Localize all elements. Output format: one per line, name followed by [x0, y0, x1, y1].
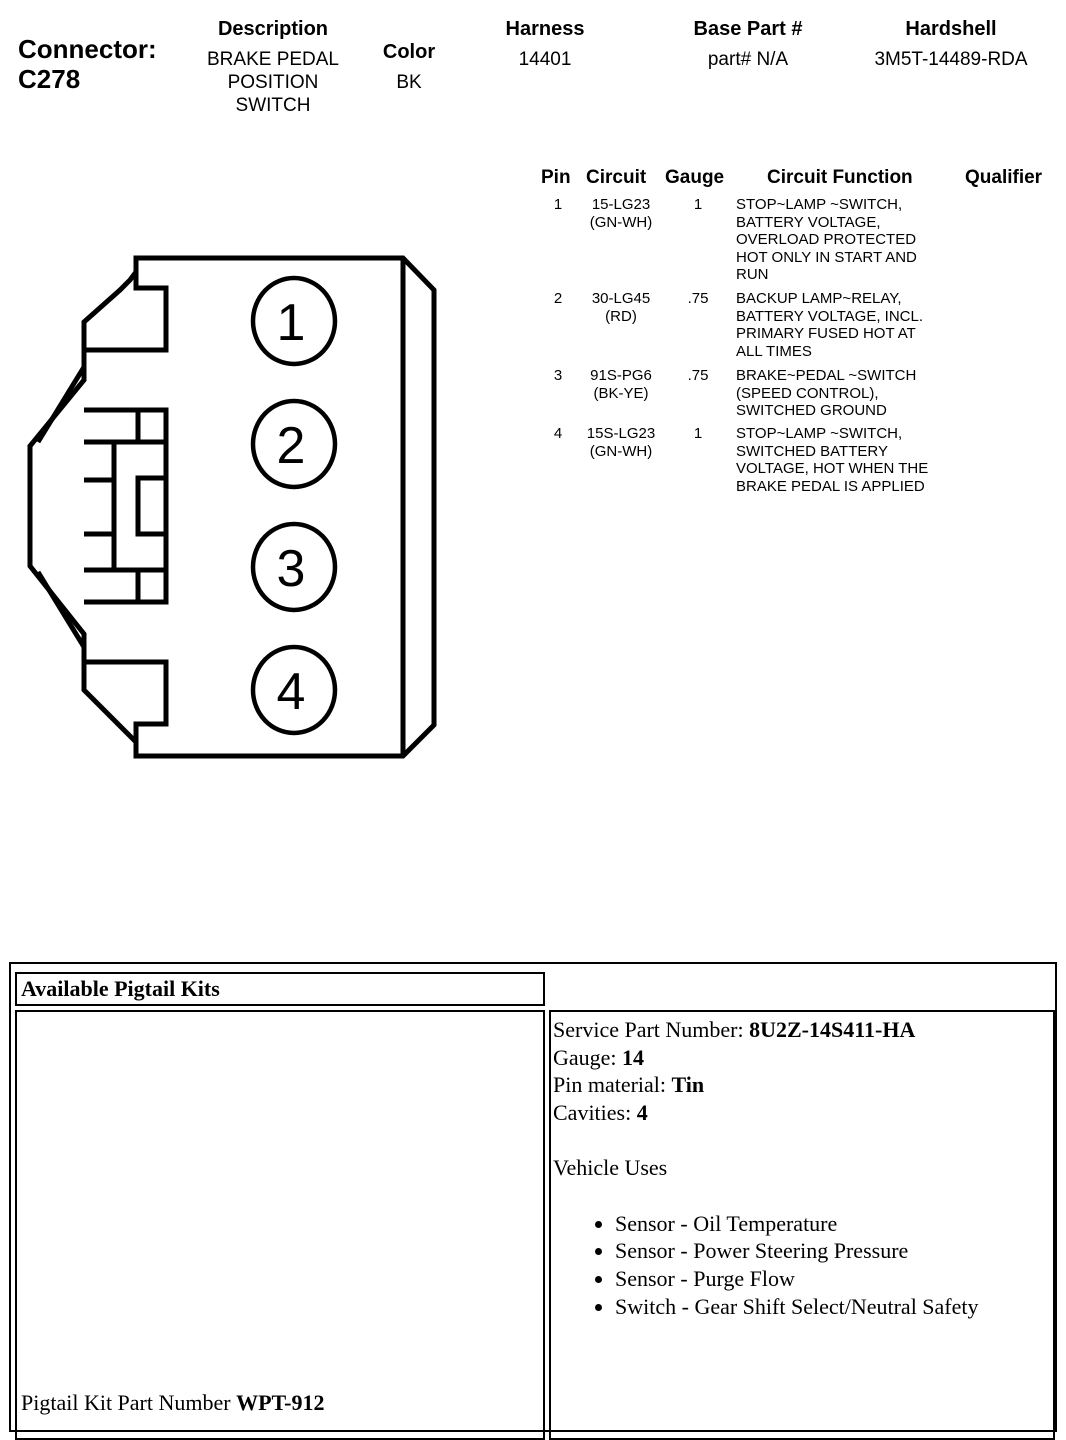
connector-lock-inner [84, 410, 166, 602]
wire-gauge: .75 [687, 367, 709, 384]
list-item: • Sensor - Purge Flow [615, 1265, 1053, 1293]
description-header: Description [217, 18, 329, 40]
circuit-function: STOP~LAMP ~SWITCH, BATTERY VOLTAGE, OVERLOAD PROTECTED HOT ONLY IN START AND RUN [736, 196, 917, 284]
pin-label-2: 2 [276, 417, 306, 475]
circuit-code: 30-LG45 (RD) [591, 290, 651, 325]
vehicle-uses-list [553, 1210, 1053, 1321]
pin-number: 2 [553, 290, 563, 307]
wire-gauge: 1 [693, 196, 703, 213]
color-value: BK [396, 72, 422, 93]
pigtail-kit-value: WPT-912 [236, 1390, 325, 1415]
pigtail-kit-cell [15, 1010, 545, 1440]
circuit-code: 15-LG23 (GN-WH) [589, 196, 653, 231]
pigtail-kits-table [9, 962, 1057, 1432]
wire-gauge: 1 [693, 425, 703, 442]
pin-number: 1 [553, 196, 563, 213]
harness-header: Harness [505, 18, 585, 40]
pigtail-header-spacer [547, 972, 1055, 1006]
pin-material-value: Tin [671, 1072, 705, 1097]
circuit-function-column-header: Circuit Function [767, 167, 913, 188]
pigtail-kit-part-number [21, 1390, 325, 1416]
base-part-header: Base Part # [693, 18, 803, 40]
color-header: Color [382, 41, 436, 63]
connector-id: C278 [18, 64, 81, 94]
pin-label-3: 3 [276, 540, 306, 598]
pin-label-4: 4 [276, 663, 306, 721]
cavities [553, 1099, 1053, 1127]
vehicle-uses-title: Vehicle Uses [553, 1155, 668, 1180]
connector-side-bevel-bottom [38, 572, 84, 647]
connector-label-line1: Connector: [18, 34, 157, 64]
wire-gauge: .75 [687, 290, 709, 307]
circuit-code: 91S-PG6 (BK-YE) [590, 367, 652, 402]
pin-label-1: 1 [276, 294, 306, 352]
gauge-value: 14 [622, 1044, 645, 1070]
pigtail-details-cell [549, 1010, 1055, 1440]
circuit-function: STOP~LAMP ~SWITCH, SWITCHED BATTERY VOLTAGE, HOT WHEN THE BRAKE PEDAL IS APPLIED [736, 425, 929, 495]
circuit-code: 15S-LG23 (GN-WH) [586, 425, 656, 460]
pin-number: 4 [553, 425, 563, 442]
gauge-label: Gauge: [553, 1044, 623, 1070]
circuit-function: BRAKE~PEDAL ~SWITCH (SPEED CONTROL), SWITCHED GROUND [736, 367, 917, 420]
service-part-number [553, 1016, 1053, 1044]
cavities-value: 4 [636, 1099, 648, 1125]
list-item: • Sensor - Power Steering Pressure [615, 1237, 1053, 1265]
qualifier-column-header: Qualifier [965, 167, 1043, 188]
service-part-value: 8U2Z-14S411-HA [749, 1017, 916, 1042]
circuit-column-header: Circuit [586, 167, 647, 188]
gauge-column-header: Gauge [665, 167, 725, 188]
connector-label [18, 34, 157, 94]
list-item: • Switch - Gear Shift Select/Neutral Safety [615, 1293, 1053, 1321]
pin-material [553, 1071, 1053, 1099]
service-part-label: Service Part Number: [553, 1017, 750, 1042]
hardshell-value: 3M5T-14489-RDA [874, 49, 1028, 70]
connector-side-bevel-top [38, 367, 84, 442]
connector-face-diagram [0, 240, 460, 770]
pigtail-kit-label: Pigtail Kit Part Number [21, 1390, 237, 1415]
connector-lock-frame [84, 410, 166, 602]
pin-material-label: Pin material: [553, 1072, 672, 1097]
description-value: BRAKE PEDAL POSITION SWITCH [207, 49, 339, 116]
connector-housing-outline [30, 258, 434, 756]
pin-number: 3 [553, 367, 563, 384]
pin-column-header: Pin [541, 167, 571, 188]
circuit-function: BACKUP LAMP~RELAY, BATTERY VOLTAGE, INCL. PRIMARY FUSED HOT AT ALL TIMES [736, 290, 923, 360]
hardshell-header: Hardshell [905, 18, 997, 40]
gauge [553, 1044, 1053, 1072]
pigtail-kits-title: Available Pigtail Kits [15, 972, 545, 1006]
list-item: • Sensor - Oil Temperature [615, 1210, 1053, 1238]
harness-value: 14401 [518, 49, 572, 70]
base-part-value: part# N/A [707, 49, 789, 70]
cavities-label: Cavities: [553, 1099, 637, 1125]
